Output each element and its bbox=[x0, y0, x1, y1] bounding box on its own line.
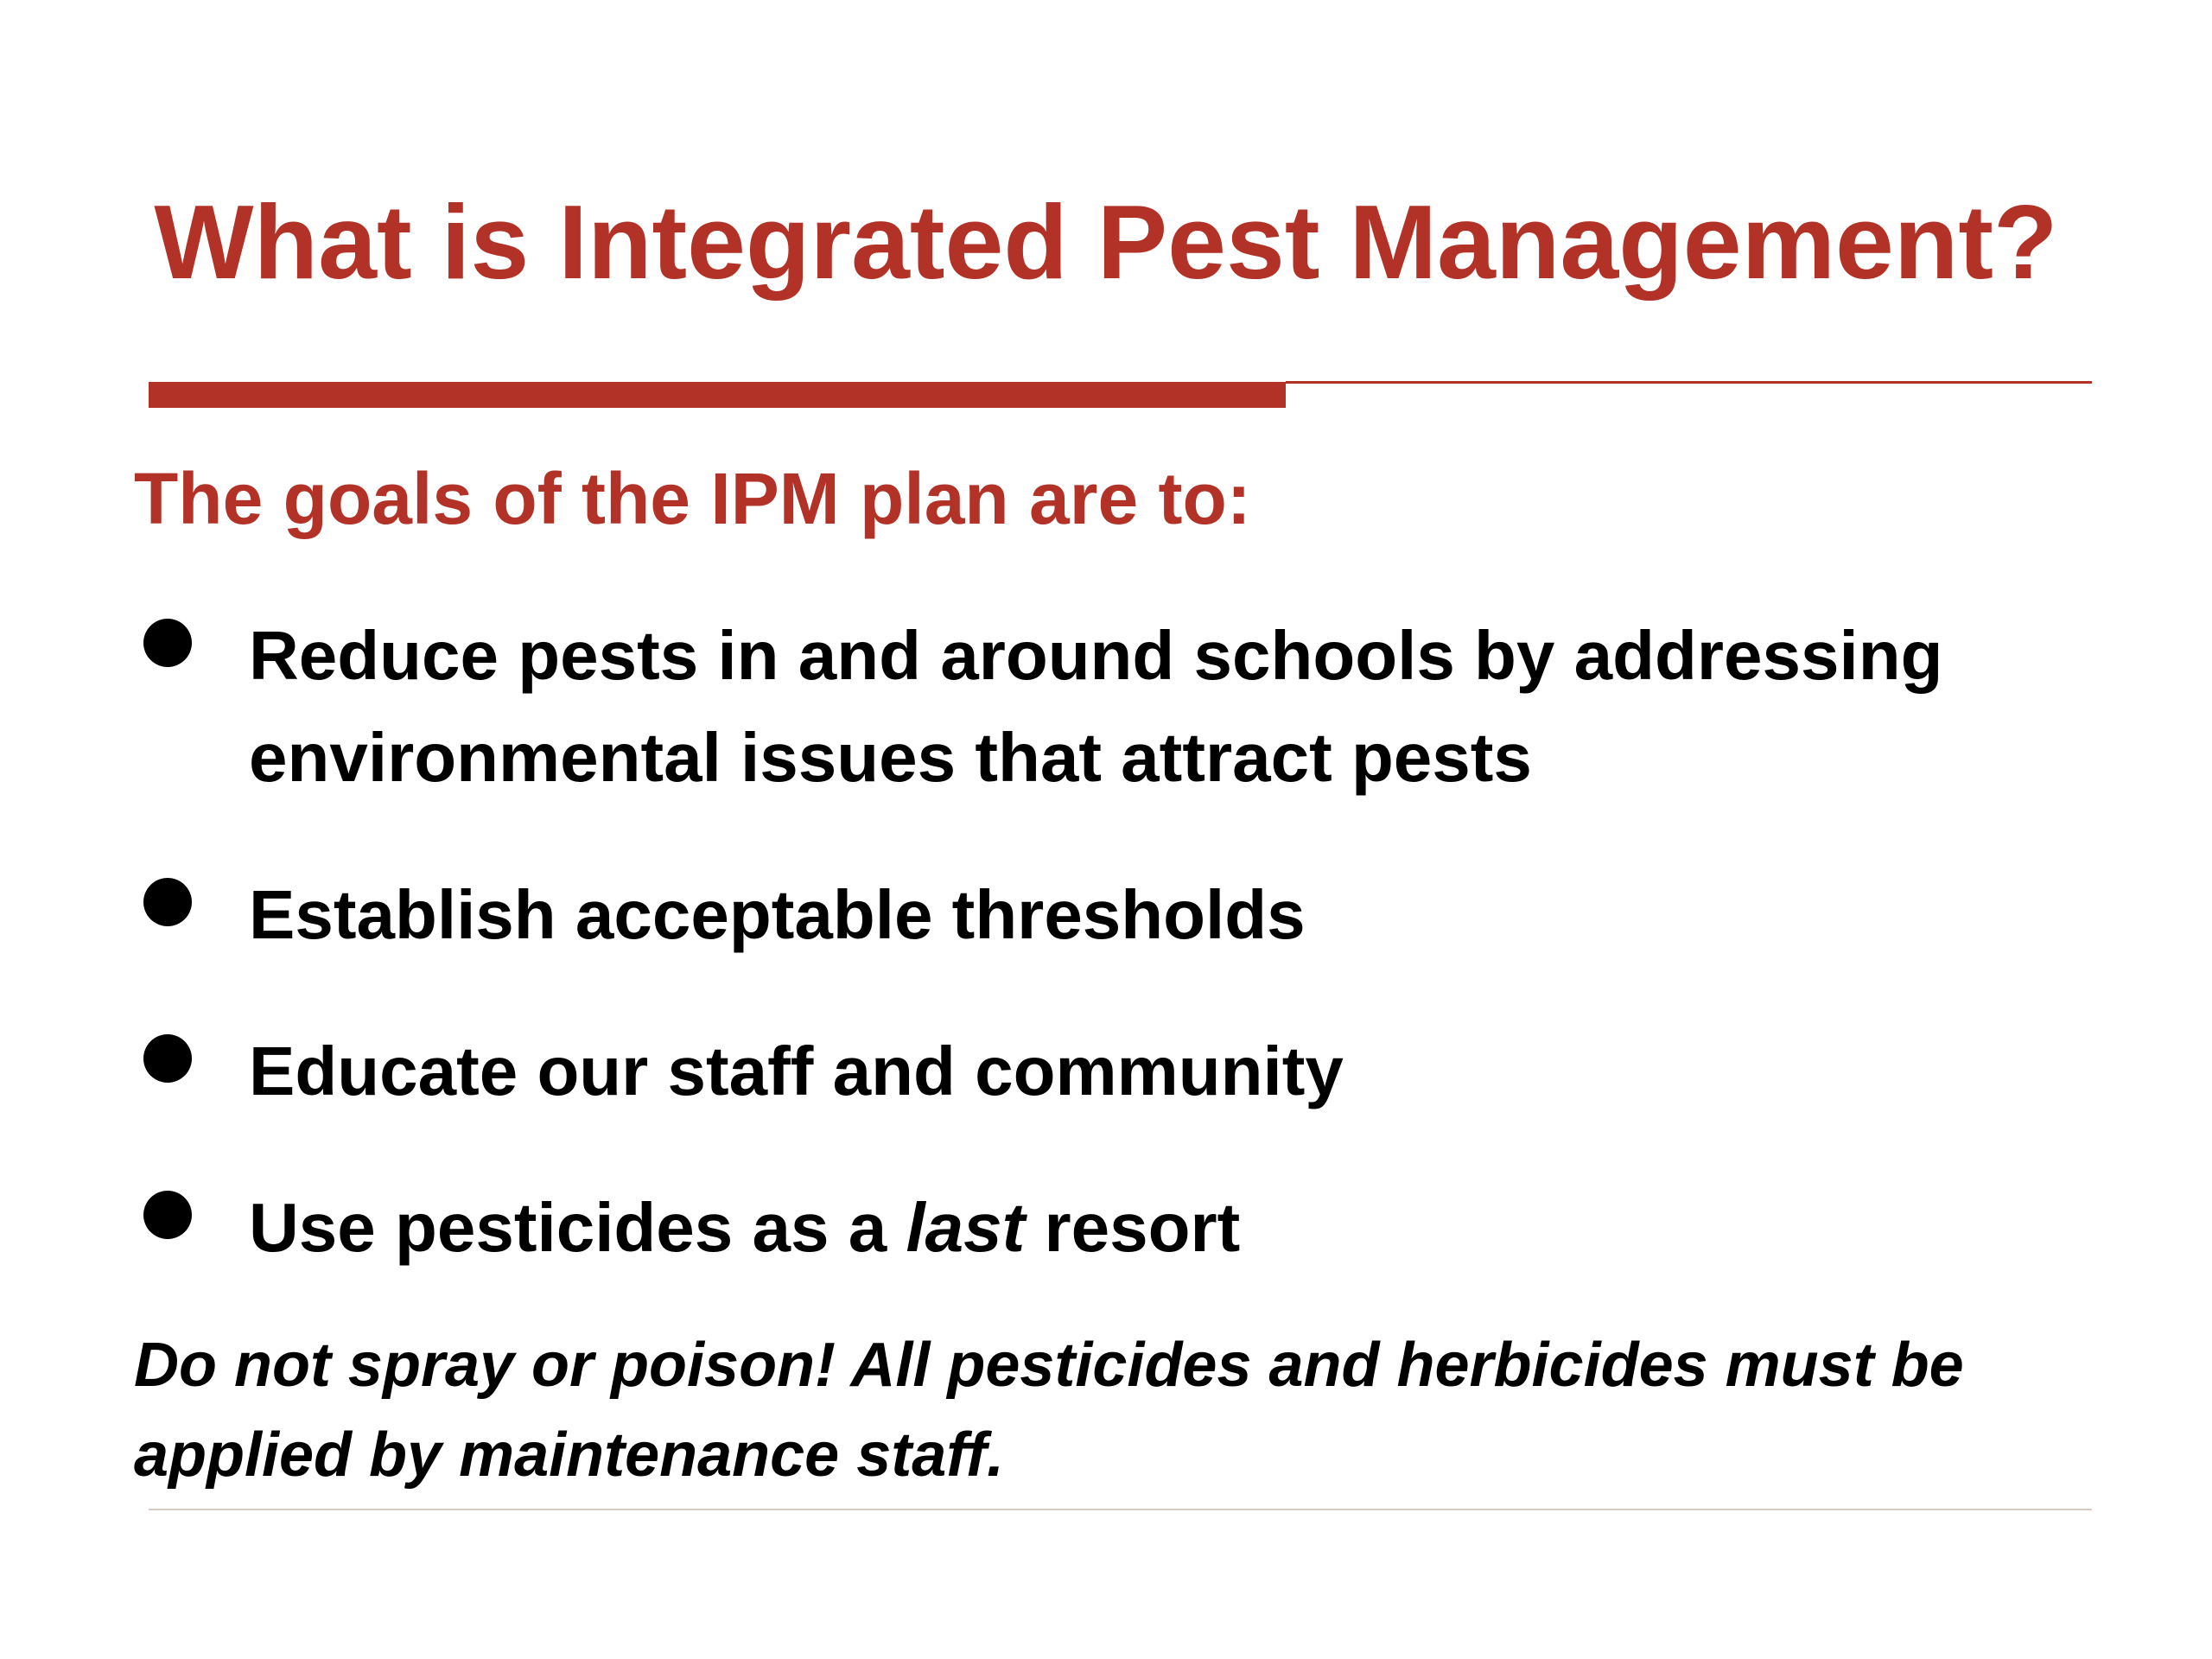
goal-text-after: resort bbox=[1025, 1189, 1241, 1266]
goal-item-thresholds bbox=[249, 864, 2098, 966]
slide-title: What is Integrated Pest Management? bbox=[154, 183, 2058, 301]
warning-note: Do not spray or poison! All pesticides and herbicides must be applied by maintenance staff. bbox=[134, 1331, 1964, 1490]
goal-text-before: Use pesticides as a bbox=[249, 1189, 906, 1266]
bottom-divider bbox=[149, 1509, 2092, 1510]
goal-text bbox=[249, 1189, 1240, 1266]
title-underline-thin bbox=[1286, 381, 2092, 384]
goal-item-educate bbox=[249, 1020, 2098, 1122]
bullet-dot-icon bbox=[143, 1034, 192, 1083]
bullet-dot-icon bbox=[143, 619, 192, 667]
bullet-dot-icon bbox=[143, 878, 192, 926]
title-underline-thick bbox=[149, 382, 1286, 408]
goal-text: Establish acceptable thresholds bbox=[249, 876, 1306, 953]
goal-text: Reduce pests in and around schools by addressing environmental issues that attract pests bbox=[249, 617, 1943, 796]
slide-subtitle: The goals of the IPM plan are to: bbox=[134, 458, 1251, 539]
goal-item-last-resort bbox=[249, 1177, 2098, 1279]
goal-text: Educate our staff and community bbox=[249, 1033, 1344, 1109]
goal-item-reduce-pests bbox=[249, 605, 2098, 809]
bullet-dot-icon bbox=[143, 1191, 192, 1239]
goal-text-emphasis: last bbox=[906, 1189, 1026, 1266]
